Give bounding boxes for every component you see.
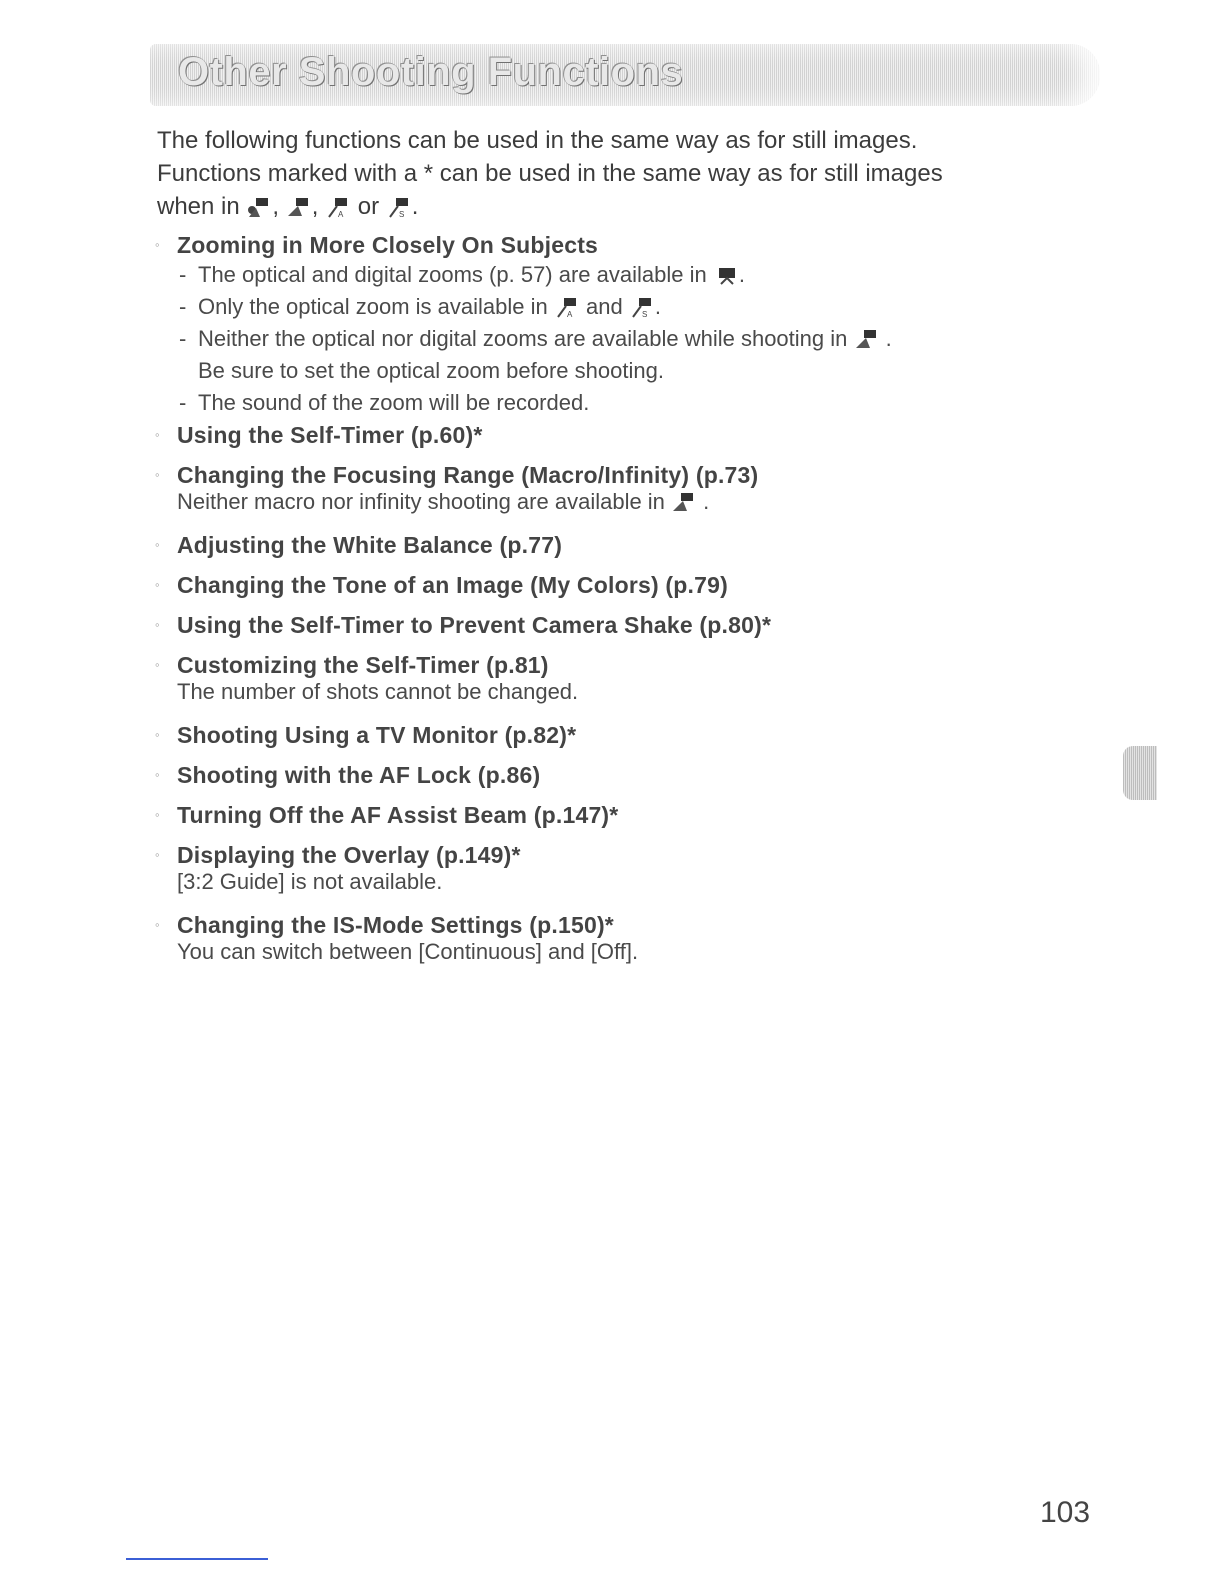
bullet-icon: ◦ (155, 617, 160, 632)
bullet-icon: ◦ (155, 807, 160, 822)
section-title-banner (150, 44, 1100, 106)
footer-rule (126, 1558, 268, 1560)
list-item (155, 802, 1095, 842)
svg-text:A: A (566, 310, 573, 318)
sub-list (155, 259, 1095, 419)
sub-item-text: Neither the optical nor digital zooms are available while shooting in (198, 326, 848, 351)
bullet-icon: ◦ (155, 727, 160, 742)
sub-item-end: . (654, 294, 661, 319)
sub-item-text: The optical and digital zooms (p. 57) are available in (198, 262, 707, 287)
sub-list-item (155, 259, 1095, 291)
movie-mode-icon (386, 196, 412, 218)
svg-text:A: A (338, 210, 344, 218)
sub-list-item (155, 291, 1095, 323)
movie-mode-icon (286, 196, 312, 218)
intro-sep-1: , (272, 193, 280, 220)
bullet-icon: ◦ (155, 537, 160, 552)
dash-marker: - (179, 294, 187, 319)
intro-end: . (411, 193, 419, 220)
page-title: Other Shooting Functions (178, 50, 684, 94)
list-item (155, 912, 1095, 982)
list-item (155, 232, 1095, 422)
movie-mode-icon (854, 328, 880, 350)
section-heading: Changing the Focusing Range (Macro/Infinity) (p.73) (177, 462, 759, 488)
intro-line-2: Functions marked with a * can be used in the same way as for still images (157, 160, 943, 187)
function-list (155, 232, 1095, 982)
sub-item-text: Only the optical zoom is available in (198, 294, 548, 319)
sub-list-item (155, 323, 1095, 387)
list-item (155, 612, 1095, 652)
section-note: The number of shots cannot be changed. (177, 679, 579, 704)
movie-mode-icon (554, 296, 580, 318)
section-note-text: Neither macro nor infinity shooting are available in (177, 489, 665, 514)
section-heading: Changing the IS-Mode Settings (p.150)* (177, 912, 614, 938)
section-heading: Zooming in More Closely On Subjects (177, 232, 599, 258)
intro-paragraph (157, 124, 1117, 223)
svg-text:S: S (641, 310, 648, 318)
section-heading: Turning Off the AF Assist Beam (p.147)* (177, 802, 619, 828)
section-heading: Using the Self-Timer (p.60)* (177, 422, 483, 448)
movie-mode-icon (671, 491, 697, 513)
movie-mode-icon (325, 196, 351, 218)
sub-list-item (155, 387, 1095, 419)
section-note: You can switch between [Continuous] and [Off]. (177, 939, 639, 964)
svg-text:S: S (398, 210, 405, 218)
sub-item-end: . (885, 326, 892, 351)
list-item (155, 762, 1095, 802)
bullet-icon: ◦ (155, 427, 160, 442)
bullet-icon: ◦ (155, 657, 160, 672)
dash-marker: - (179, 326, 187, 351)
section-heading: Shooting with the AF Lock (p.86) (177, 762, 541, 788)
section-note (155, 489, 1095, 515)
section-heading: Shooting Using a TV Monitor (p.82)* (177, 722, 577, 748)
list-item (155, 722, 1095, 762)
intro-or: or (357, 193, 380, 220)
bullet-icon: ◦ (155, 917, 160, 932)
section-heading: Using the Self-Timer to Prevent Camera Shake (p.80)* (177, 612, 772, 638)
bullet-icon: ◦ (155, 847, 160, 862)
bullet-icon: ◦ (155, 467, 160, 482)
intro-line-3 (157, 190, 1117, 223)
bullet-icon: ◦ (155, 767, 160, 782)
bullet-icon: ◦ (155, 577, 160, 592)
intro-sep-2: , (311, 193, 319, 220)
dash-marker: - (179, 262, 187, 287)
intro-line-3-text: when in (157, 193, 240, 220)
bullet-icon: ◦ (155, 237, 160, 252)
page-number: 103 (1040, 1496, 1091, 1529)
section-heading: Customizing the Self-Timer (p.81) (177, 652, 549, 678)
list-item (155, 572, 1095, 612)
list-item (155, 532, 1095, 572)
section-note: [3:2 Guide] is not available. (177, 869, 443, 894)
section-heading: Adjusting the White Balance (p.77) (177, 532, 563, 558)
intro-line-1: The following functions can be used in the same way as for still images. (157, 127, 918, 154)
sub-item-text: The sound of the zoom will be recorded. (198, 390, 590, 415)
movie-mode-icon (629, 296, 655, 318)
list-item (155, 462, 1095, 532)
chapter-tab (1123, 746, 1157, 800)
sub-item-continuation: Be sure to set the optical zoom before shooting. (198, 358, 664, 383)
movie-mode-icon (713, 264, 739, 286)
list-item (155, 652, 1095, 722)
movie-mode-icon (246, 196, 272, 218)
sub-item-and: and (585, 294, 623, 319)
list-item (155, 422, 1095, 462)
dash-marker: - (179, 390, 187, 415)
section-note-end: . (703, 489, 710, 514)
sub-item-end: . (738, 262, 745, 287)
section-heading: Displaying the Overlay (p.149)* (177, 842, 521, 868)
list-item (155, 842, 1095, 912)
section-heading: Changing the Tone of an Image (My Colors) (p.79) (177, 572, 728, 598)
